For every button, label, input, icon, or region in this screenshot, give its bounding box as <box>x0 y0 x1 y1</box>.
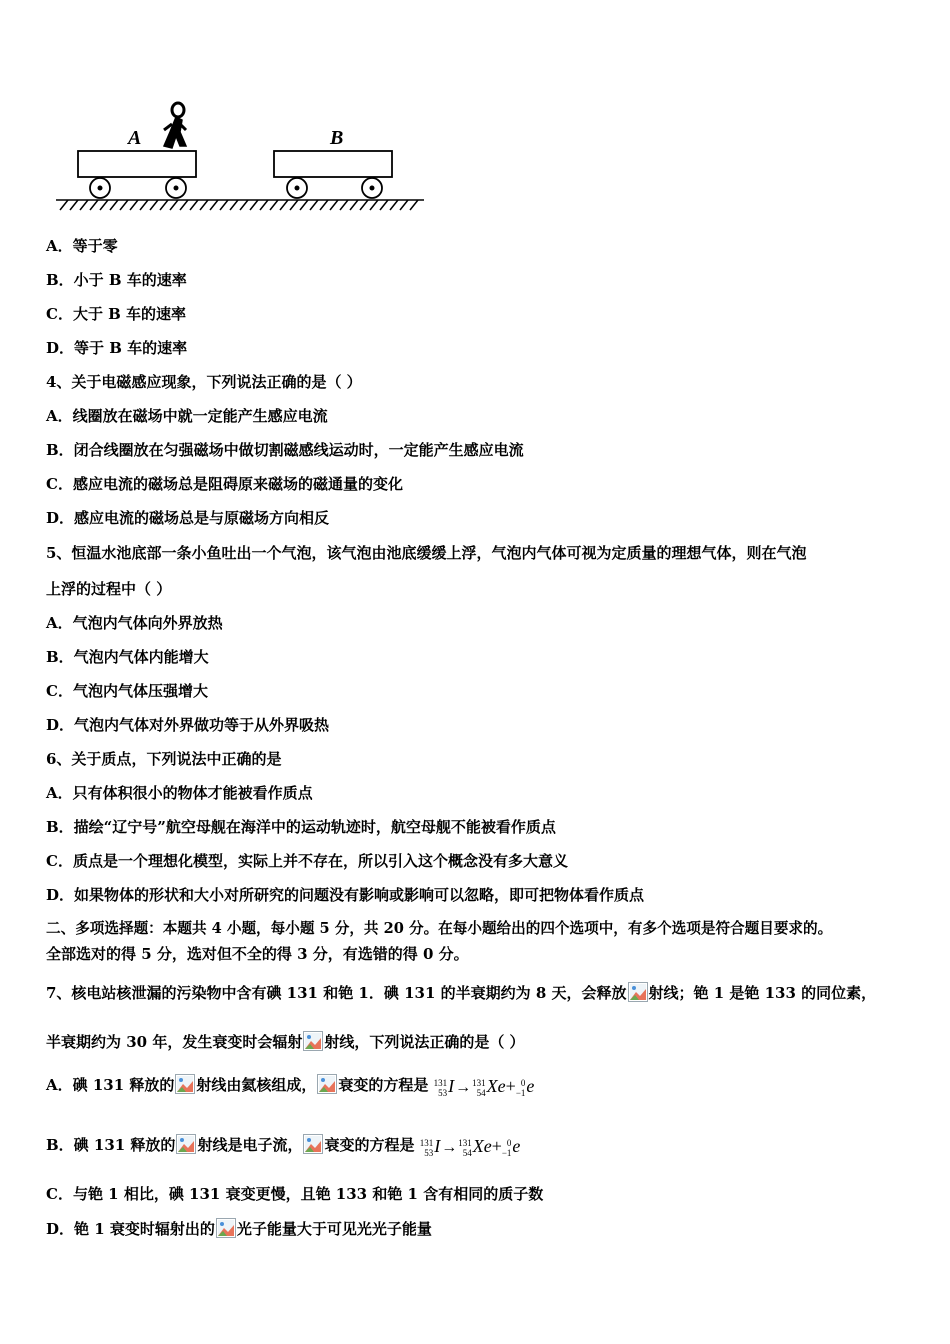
q7-option-d-text1: D．铯 1 衰变时辐射出的 <box>46 1220 215 1238</box>
q7-option-b-text3: 衰变的方程是 <box>324 1136 415 1154</box>
cart-a <box>78 151 196 177</box>
q5-option-d: D．气泡内气体对外界做功等于从外界吸热 <box>46 716 330 734</box>
q3-option-a: A．等于零 <box>46 237 118 255</box>
carts-figure <box>52 96 432 220</box>
q5-stem-line1: 5、恒温水池底部一条小鱼吐出一个气泡，该气泡由池底缓缓上浮，气泡内气体可视为定质量的理想气体，则在气泡 <box>46 544 807 562</box>
q7-option-a-text1: A．碘 131 释放的 <box>46 1076 175 1094</box>
broken-image-icon <box>317 1074 337 1094</box>
q7-option-a-text2: 射线由氦核组成， <box>196 1076 317 1094</box>
cart-b <box>274 151 392 177</box>
q7-stem-line2 <box>46 1031 525 1052</box>
q5-option-a: A．气泡内气体向外界放热 <box>46 614 223 632</box>
q7-stem-c: 半衰期约为 30 年，发生衰变时会辐射 <box>46 1033 303 1051</box>
section2-line1: 二、多项选择题：本题共 4 小题，每小题 5 分，共 20 分。在每小题给出的四个选项中，有多个选项是符合题目要求的。 <box>46 920 833 937</box>
q6-option-d: D．如果物体的形状和大小对所研究的问题没有影响或影响可以忽略，即可把物体看作质点 <box>46 886 645 904</box>
q4-stem: 4、关于电磁感应现象，下列说法正确的是（ ） <box>46 373 362 391</box>
broken-image-icon <box>303 1031 323 1051</box>
ground <box>56 200 424 210</box>
q4-option-d: D．感应电流的磁场总是与原磁场方向相反 <box>46 509 330 527</box>
cart-b-label: B <box>330 127 344 149</box>
person-icon <box>164 103 186 148</box>
q7-option-a <box>46 1074 534 1098</box>
q6-option-c: C．质点是一个理想化模型，实际上并不存在，所以引入这个概念没有多大意义 <box>46 852 568 870</box>
q7-stem-d: 射线，下列说法正确的是（ ） <box>324 1033 525 1051</box>
q7-stem-line1 <box>46 982 876 1003</box>
q3-option-b: B．小于 B 车的速率 <box>46 271 187 289</box>
q7-option-d <box>46 1218 432 1239</box>
q4-option-b: B．闭合线圈放在匀强磁场中做切割磁感线运动时，一定能产生感应电流 <box>46 441 524 459</box>
broken-image-icon <box>176 1134 196 1154</box>
q5-stem-line2: 上浮的过程中（ ） <box>46 580 172 598</box>
broken-image-icon <box>216 1218 236 1238</box>
section2-line2: 全部选对的得 5 分，选对但不全的得 3 分，有选错的得 0 分。 <box>46 945 469 963</box>
carts-diagram <box>52 96 432 216</box>
q4-option-a: A．线圈放在磁场中就一定能产生感应电流 <box>46 407 328 425</box>
broken-image-icon <box>303 1134 323 1154</box>
q7-option-c: C．与铯 1 相比，碘 131 衰变更慢，且铯 133 和铯 1 含有相同的质子数 <box>46 1185 544 1203</box>
q7-stem-a: 7、核电站核泄漏的污染物中含有碘 131 和铯 1．碘 131 的半衰期约为 8 天，会释放 <box>46 984 627 1002</box>
q4-option-c: C．感应电流的磁场总是阻碍原来磁场的磁通量的变化 <box>46 475 403 493</box>
q7-option-b-text1: B．碘 131 释放的 <box>46 1136 176 1154</box>
broken-image-icon <box>175 1074 195 1094</box>
q6-option-a: A．只有体积很小的物体才能被看作质点 <box>46 784 313 802</box>
broken-image-icon <box>628 982 648 1002</box>
q7-option-d-text2: 光子能量大于可见光光子能量 <box>236 1220 432 1238</box>
q7-option-b <box>46 1134 520 1158</box>
q7-option-b-text2: 射线是电子流， <box>197 1136 303 1154</box>
q3-option-d: D．等于 B 车的速率 <box>46 339 188 357</box>
q3-option-c: C．大于 B 车的速率 <box>46 305 187 323</box>
cart-a-label: A <box>128 127 142 149</box>
q7-option-a-text3: 衰变的方程是 <box>338 1076 429 1094</box>
q5-option-c: C．气泡内气体压强增大 <box>46 682 208 700</box>
q6-option-b: B．描绘“辽宁号”航空母舰在海洋中的运动轨迹时，航空母舰不能被看作质点 <box>46 818 556 836</box>
q6-stem: 6、关于质点，下列说法中正确的是 <box>46 750 282 768</box>
q5-option-b: B．气泡内气体内能增大 <box>46 648 209 666</box>
decay-equation: 131 53 I→ 131 54 Xe+ 0 −1 e <box>419 1136 521 1158</box>
q7-stem-b: 射线；铯 1 是铯 133 的同位素， <box>648 984 877 1002</box>
decay-equation: 131 53 I→ 131 54 Xe+ 0 −1 e <box>433 1076 535 1098</box>
